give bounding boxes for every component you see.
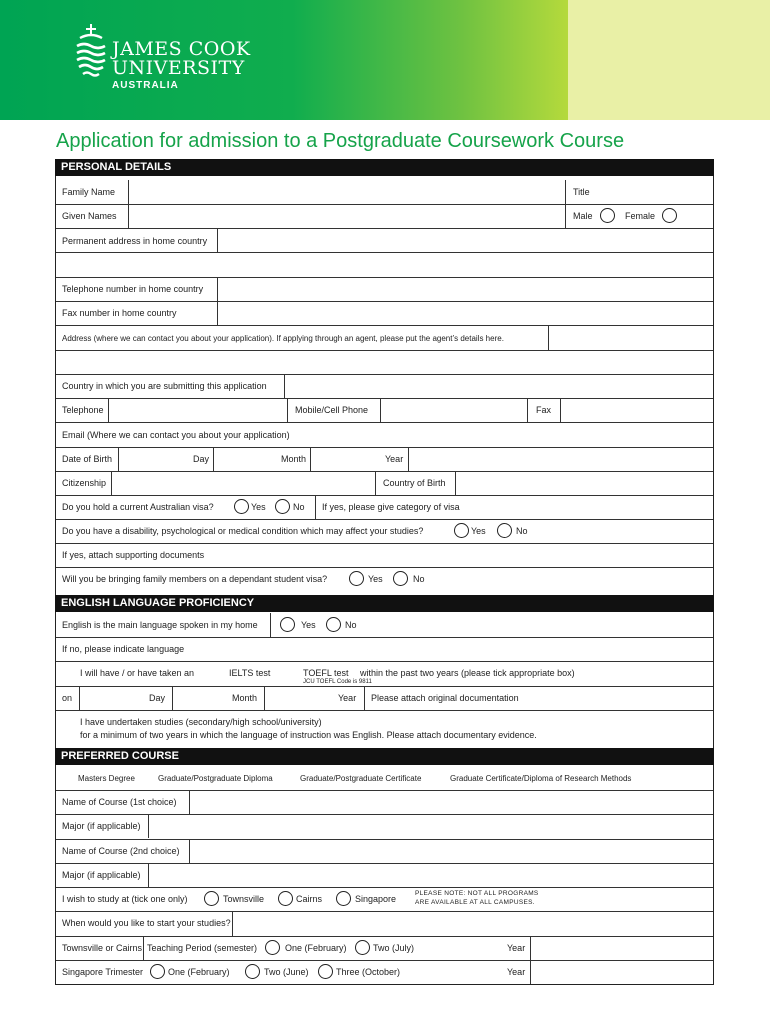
cell-divider [143, 936, 144, 960]
cell-divider [217, 277, 218, 325]
label-townsville-cairns: Townsville or Cairns [62, 943, 143, 953]
cell-divider [315, 495, 316, 519]
option-certificate: Graduate/Postgraduate Certificate [300, 774, 422, 783]
label-title: Title [573, 187, 590, 197]
row-divider [56, 936, 713, 937]
radio-cairns[interactable] [278, 891, 293, 906]
label-two-july: Two (July) [373, 943, 415, 953]
cell-divider [264, 686, 265, 710]
label-english-yes: Yes [301, 620, 316, 630]
section-personal-details: PERSONAL DETAILS [55, 159, 714, 176]
label-course-2nd: Name of Course (2nd choice) [62, 846, 180, 856]
label-family-question: Will you be bringing family members on a dependant student visa? [62, 574, 328, 584]
radio-family-yes[interactable] [349, 571, 364, 586]
cell-divider [189, 839, 190, 863]
label-singapore-trimester: Singapore Trimester [62, 967, 144, 977]
row-divider [56, 277, 713, 278]
cell-divider [548, 325, 549, 350]
radio-two-june[interactable] [245, 964, 260, 979]
label-given-names: Given Names [62, 211, 117, 221]
label-will-have: I will have / or have taken an [80, 668, 195, 678]
cell-divider [287, 398, 288, 422]
label-test-year: Year [338, 693, 357, 703]
section-english-proficiency: ENGLISH LANGUAGE PROFICIENCY [55, 595, 714, 612]
cell-divider [189, 790, 190, 814]
row-divider [56, 790, 713, 791]
label-major-1: Major (if applicable) [62, 821, 141, 831]
cell-divider [527, 398, 528, 422]
application-form [55, 159, 714, 985]
radio-townsville[interactable] [204, 891, 219, 906]
radio-male[interactable] [600, 208, 615, 223]
cell-divider [565, 180, 566, 228]
cell-divider [284, 374, 285, 398]
cell-divider [530, 936, 531, 984]
row-divider [56, 471, 713, 472]
row-divider [56, 350, 713, 351]
label-course-1st: Name of Course (1st choice) [62, 797, 177, 807]
radio-english-no[interactable] [326, 617, 341, 632]
label-test-day: Day [149, 693, 166, 703]
option-masters: Masters Degree [78, 774, 135, 783]
row-divider [56, 519, 713, 520]
campus-note-line1: PLEASE NOTE: NOT ALL PROGRAMS [415, 890, 539, 897]
cell-divider [118, 447, 119, 471]
label-mobile: Mobile/Cell Phone [295, 405, 369, 415]
row-divider [56, 637, 713, 638]
cell-divider [408, 447, 409, 471]
label-start-year: Year [507, 943, 526, 953]
row-divider [56, 567, 713, 568]
label-within: within the past two years (please tick appropriate box) [360, 668, 575, 678]
cell-divider [128, 180, 129, 228]
row-divider [56, 960, 713, 961]
label-toefl: TOEFL test [303, 668, 349, 678]
label-visa-question: Do you hold a current Australian visa? [62, 502, 214, 512]
label-if-no: If no, please indicate language [62, 644, 185, 654]
label-three-october: Three (October) [336, 967, 401, 977]
label-on: on [62, 693, 73, 703]
logo-line-3: AUSTRALIA [112, 80, 179, 91]
label-dob-day: Day [193, 454, 210, 464]
label-visa-yes: Yes [251, 502, 266, 512]
label-telephone-home: Telephone number in home country [62, 284, 204, 294]
cell-divider [232, 911, 233, 936]
cell-divider [455, 471, 456, 495]
cell-divider [148, 814, 149, 838]
cell-divider [364, 686, 365, 710]
cell-divider [148, 863, 149, 887]
label-telephone: Telephone [62, 405, 104, 415]
logo-line-1: JAMES COOK [112, 38, 251, 60]
row-divider [56, 814, 713, 815]
radio-one-february[interactable] [265, 940, 280, 955]
label-attach-docs: If yes, attach supporting documents [62, 550, 205, 560]
row-divider [56, 301, 713, 302]
cell-divider [375, 471, 376, 495]
label-contact-address: Address (where we can contact you about your application). If applying through an agent, please put the agent’s details here. [62, 334, 504, 343]
row-divider [56, 839, 713, 840]
radio-two-july[interactable] [355, 940, 370, 955]
label-cairns: Cairns [296, 894, 323, 904]
row-divider [56, 252, 713, 253]
waves-logo-icon [74, 22, 108, 78]
label-dob-month: Month [281, 454, 307, 464]
cell-divider [213, 447, 214, 471]
cell-divider [79, 686, 80, 710]
logo-line-2: UNIVERSITY [112, 57, 245, 79]
row-divider [56, 863, 713, 864]
label-disability-question: Do you have a disability, psychological or medical condition which may affect your studies? [62, 526, 424, 536]
radio-three-october[interactable] [318, 964, 333, 979]
cell-divider [108, 398, 109, 422]
row-divider [56, 911, 713, 912]
campus-note-line2: ARE AVAILABLE AT ALL CAMPUSES. [415, 899, 535, 906]
label-major-2: Major (if applicable) [62, 870, 141, 880]
label-sg-one-february: One (February) [168, 967, 230, 977]
row-divider [56, 228, 713, 229]
label-singapore: Singapore [355, 894, 397, 904]
header-banner [0, 0, 770, 120]
label-disability-yes: Yes [471, 526, 486, 536]
label-toefl-code: JCU TOEFL Code is 9811 [303, 679, 372, 685]
label-citizenship: Citizenship [62, 478, 107, 488]
label-family-no: No [413, 574, 425, 584]
label-disability-no: No [516, 526, 528, 536]
row-divider [56, 543, 713, 544]
label-female: Female [625, 211, 656, 221]
label-visa-category: If yes, please give category of visa [322, 502, 460, 512]
radio-sg-one-february[interactable] [150, 964, 165, 979]
cell-divider [111, 471, 112, 495]
label-family-name: Family Name [62, 187, 116, 197]
row-divider [56, 398, 713, 399]
row-divider [56, 710, 713, 711]
radio-disability-yes[interactable] [454, 523, 469, 538]
label-dob-year: Year [385, 454, 404, 464]
page-title: Application for admission to a Postgraduate Coursework Course [56, 130, 625, 152]
row-divider [56, 661, 713, 662]
cell-divider [270, 613, 271, 637]
label-attach-original: Please attach original documentation [371, 693, 519, 703]
radio-visa-yes[interactable] [234, 499, 249, 514]
banner-pale-panel [568, 0, 770, 120]
label-family-yes: Yes [368, 574, 383, 584]
radio-family-no[interactable] [393, 571, 408, 586]
label-english-no: No [345, 620, 357, 630]
radio-english-yes[interactable] [280, 617, 295, 632]
label-start-question: When would you like to start your studies? [62, 918, 231, 928]
cell-divider [560, 398, 561, 422]
label-study-at: I wish to study at (tick one only) [62, 894, 188, 904]
label-email: Email (Where we can contact you about your application) [62, 430, 290, 440]
row-divider [56, 495, 713, 496]
radio-female[interactable] [662, 208, 677, 223]
radio-disability-no[interactable] [497, 523, 512, 538]
label-one-february: One (February) [285, 943, 347, 953]
label-country-submitting: Country in which you are submitting this application [62, 381, 267, 391]
row-divider [56, 374, 713, 375]
label-fax-home: Fax number in home country [62, 308, 177, 318]
label-main-language: English is the main language spoken in my home [62, 620, 258, 630]
cell-divider [380, 398, 381, 422]
option-diploma: Graduate/Postgraduate Diploma [158, 774, 273, 783]
label-teaching-period: Teaching Period (semester) [147, 943, 258, 953]
radio-singapore[interactable] [336, 891, 351, 906]
label-permanent-address: Permanent address in home country [62, 236, 208, 246]
label-visa-no: No [293, 502, 305, 512]
label-two-june: Two (June) [264, 967, 309, 977]
row-divider [56, 325, 713, 326]
cell-divider [172, 686, 173, 710]
cell-divider [217, 228, 218, 252]
label-dob: Date of Birth [62, 454, 113, 464]
cell-divider [310, 447, 311, 471]
label-sg-year: Year [507, 967, 526, 977]
label-country-birth: Country of Birth [383, 478, 446, 488]
section-preferred-course: PREFERRED COURSE [55, 748, 714, 765]
radio-visa-no[interactable] [275, 499, 290, 514]
row-divider [56, 204, 713, 205]
label-townsville: Townsville [223, 894, 265, 904]
row-divider [56, 422, 713, 423]
label-fax: Fax [536, 405, 552, 415]
option-research-methods: Graduate Certificate/Diploma of Research Methods [450, 774, 632, 783]
label-studies-line1: I have undertaken studies (secondary/high school/university) [80, 717, 322, 727]
label-test-month: Month [232, 693, 258, 703]
label-male: Male [573, 211, 593, 221]
row-divider [56, 887, 713, 888]
label-studies-line2: for a minimum of two years in which the language of instruction was English. Please attach documentary evidence. [80, 730, 537, 740]
row-divider [56, 686, 713, 687]
label-ielts: IELTS test [229, 668, 271, 678]
row-divider [56, 447, 713, 448]
